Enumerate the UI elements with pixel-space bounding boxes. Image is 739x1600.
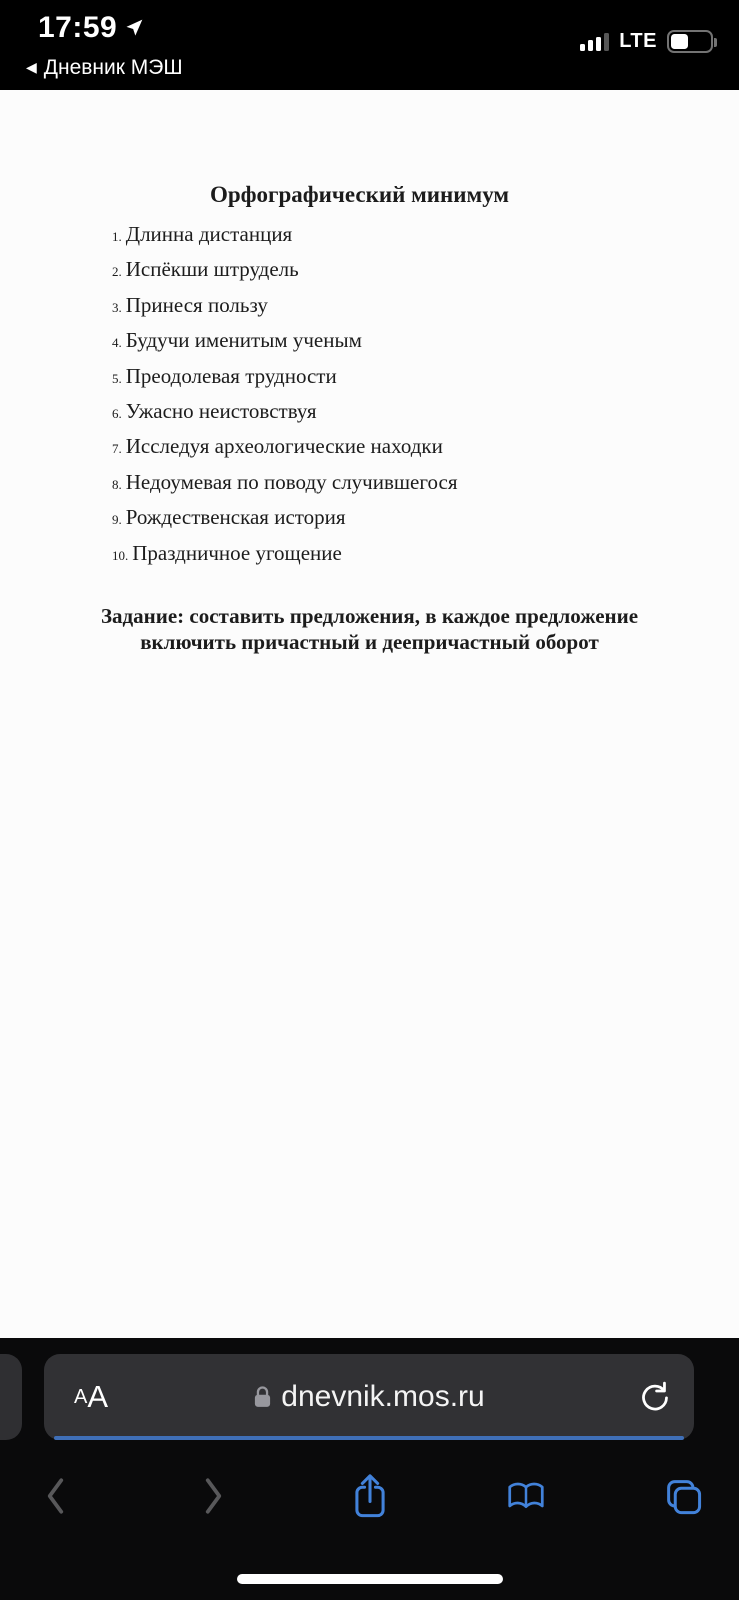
- list-item-text: Длинна дистанция: [125, 222, 293, 246]
- address-bar[interactable]: [44, 1354, 694, 1440]
- document-page: [0, 90, 739, 1338]
- list-item-text: Недоумевая по поводу случившегося: [125, 469, 458, 494]
- reload-button[interactable]: [638, 1354, 672, 1440]
- list-item-number: 9.: [112, 512, 122, 528]
- list-item: [112, 328, 739, 363]
- back-chevron-icon: [43, 1475, 69, 1517]
- list-item-text: Исследуя археологические находки: [125, 434, 443, 459]
- url-display[interactable]: [44, 1354, 694, 1440]
- network-type-label: LTE: [619, 30, 657, 52]
- back-to-app-label: Дневник МЭШ: [43, 56, 183, 79]
- list-item-text: Преодолевая трудности: [125, 363, 337, 388]
- list-item: [112, 222, 739, 257]
- back-button[interactable]: [28, 1464, 84, 1528]
- status-bar: [0, 0, 739, 90]
- back-to-app-button[interactable]: [26, 56, 183, 80]
- active-tab-underline: [54, 1436, 684, 1440]
- list-item-number: 2.: [112, 264, 122, 280]
- list-item-number: 4.: [112, 335, 122, 351]
- list-item: [112, 293, 739, 328]
- list-item-number: 10.: [112, 547, 129, 563]
- task-text: Задание: составить предложения, в каждое предложение включить причастный и деепричастный оборот: [100, 603, 639, 655]
- bookmarks-button[interactable]: [498, 1464, 554, 1528]
- page-title: Орфографический минимум: [209, 182, 510, 207]
- lock-icon: [253, 1384, 272, 1410]
- previous-tab-sliver[interactable]: [0, 1354, 22, 1440]
- forward-button[interactable]: [185, 1464, 241, 1528]
- list-item: [112, 541, 739, 576]
- list-item-text: Будучи именитым ученым: [125, 328, 362, 353]
- back-triangle-icon: ◀: [26, 60, 37, 76]
- tabs-button[interactable]: [655, 1464, 711, 1528]
- home-indicator[interactable]: [237, 1574, 503, 1584]
- list-item-text: Ужасно неистовствуя: [125, 398, 317, 423]
- list-item: [112, 434, 739, 469]
- list-item: [112, 257, 739, 292]
- location-arrow-icon: [124, 18, 144, 38]
- forward-chevron-icon: [200, 1475, 226, 1517]
- reader-small-a: A: [74, 1385, 88, 1408]
- list-item-number: 8.: [112, 476, 122, 492]
- list-item-text: Праздничное угощение: [132, 540, 342, 565]
- reader-large-a: A: [87, 1379, 109, 1414]
- bookmarks-icon: [505, 1478, 547, 1514]
- safari-bottom-chrome: [0, 1338, 739, 1600]
- browser-toolbar: [0, 1456, 739, 1536]
- signal-strength-icon: [580, 33, 609, 51]
- share-button[interactable]: [342, 1464, 398, 1528]
- url-text: dnevnik.mos.ru: [281, 1380, 485, 1413]
- list-item-text: Принеся пользу: [125, 292, 268, 317]
- status-time-group: [38, 11, 144, 45]
- list-item: [112, 505, 739, 540]
- list-item: [112, 364, 739, 399]
- list-item-number: 7.: [112, 441, 122, 457]
- list-item-text: Испёкши штрудель: [125, 257, 299, 282]
- list-item: [112, 470, 739, 505]
- list-item-number: 5.: [112, 370, 122, 386]
- orthography-list: [0, 222, 739, 576]
- tabs-icon: [662, 1475, 704, 1517]
- clock-time: 17:59: [38, 11, 118, 44]
- battery-icon: [667, 30, 713, 53]
- reload-icon: [638, 1380, 672, 1414]
- list-item: [112, 399, 739, 434]
- list-item-text: Рождественская история: [125, 505, 346, 530]
- share-icon: [351, 1472, 389, 1520]
- list-item-number: 6.: [112, 405, 122, 421]
- list-item-number: 1.: [112, 229, 122, 244]
- list-item-number: 3.: [112, 299, 122, 315]
- status-right-cluster: [580, 30, 713, 53]
